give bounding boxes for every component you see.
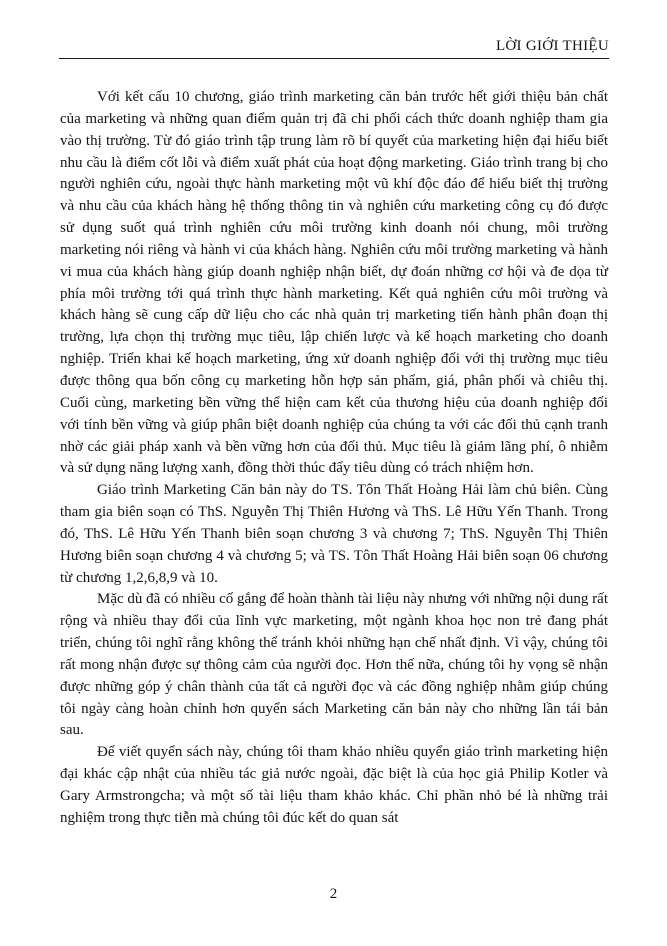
paragraph-limitations: Mặc dù đã có nhiều cố gắng để hoàn thành tài liệu này nhưng với những nội dung rất rộng và nhiều thay đổi của lĩnh vực marketing, một ngành khoa học non trẻ đang phát triển, chúng tôi nghĩ rằng không thể tránh khỏi những hạn chế nhất định. Vì vậy, chúng tôi rất mong nhận được sự thông cảm của người đọc. Hơn thế nữa, chúng tôi hy vọng sẽ nhận được những góp ý chân thành của tất cả người đọc và các đồng nghiệp nhằm giúp chúng tôi ngày càng hoàn chỉnh hơn quyển sách Marketing căn bản này cho những lần tái bản sau.: [60, 591, 608, 739]
paragraph-references: Để viết quyển sách này, chúng tôi tham khảo nhiều quyển giáo trình marketing hiện đại khác cập nhật của nhiều tác giả nước ngoài, đặc biệt là của học giả Philip Kotler và Gary Armstrongcha; và một số tài liệu tham khảo khác. Chỉ phần nhỏ bé là những trải nghiệm trong thực tiễn mà chúng tôi đúc kết do quan sát: [60, 744, 608, 826]
page-body: [60, 87, 608, 830]
paragraph-intro-structure: Với kết cấu 10 chương, giáo trình marketing căn bản trước hết giới thiệu bản chất của marketing và những quan điểm quản trị đã chi phối cách thức doanh nghiệp tham gia vào thị trường. Từ đó giáo trình tập trung làm rõ bí quyết của marketing hiện đại hiểu biết nhu cầu là điểm cốt lỗi và điểm xuất phát của hoạt động marketing. Giáo trình trang bị cho người nghiên cứu, ngoài thực hành marketing một vũ khí độc đáo để hiểu biết thị trường và nhu cầu của khách hàng hệ thống thông tin và nghiên cứu marketing công cụ đó được sử dụng suốt quá trình nghiên cứu môi trường kinh doanh nói chung, môi trường marketing nói riêng và hành vi của khách hàng. Nghiên cứu môi trường marketing và hành vi mua của khách hàng giúp doanh nghiệp nhận biết, dự đoán những cơ hội và đe dọa từ phía môi trường tới quá trình thực hành marketing. Kết quả nghiên cứu môi trường và khách hàng sẽ cung cấp dữ liệu cho các nhà quản trị marketing tiến hành phân đoạn thị trường, lựa chọn thị trường mục tiêu, lập chiến lược và kế hoạch marketing cho doanh nghiệp. Triển khai kế hoạch marketing, ứng xử doanh nghiệp đối với thị trường mục tiêu được thông qua bốn công cụ marketing hỗn hợp sản phẩm, giá, phân phối và chiêu thị. Cuối cùng, marketing bền vững thể hiện cam kết của thương hiệu của doanh nghiệp đối với tính bền vững và giúp phân biệt doanh nghiệp của chúng ta với các đối thủ cạnh tranh nhờ các giải pháp xanh và bền vững hơn của đối thủ. Mục tiêu là giảm lãng phí, ô nhiễm và sử dụng năng lượng xanh, đồng thời thúc đẩy tiêu dùng có trách nhiệm hơn.: [60, 89, 608, 477]
page-number: 2: [329, 886, 338, 902]
running-header: [59, 36, 609, 59]
page-footer: [0, 886, 667, 903]
running-header-title: LỜI GIỚI THIỆU: [495, 38, 609, 54]
paragraph-authors: Giáo trình Marketing Căn bản này do TS. Tôn Thất Hoàng Hải làm chủ biên. Cùng tham gia biên soạn có ThS. Nguyễn Thị Thiên Hương và ThS. Lê Hữu Yến Thanh. Trong đó, ThS. Lê Hữu Yến Thanh biên soạn chương 3 và chương 7; ThS. Nguyễn Thị Thiên Hương biên soạn chương 4 và chương 5; và TS. Tôn Thất Hoàng Hải biên soạn 06 chương từ chương 1,2,6,8,9 và 10.: [60, 482, 608, 586]
